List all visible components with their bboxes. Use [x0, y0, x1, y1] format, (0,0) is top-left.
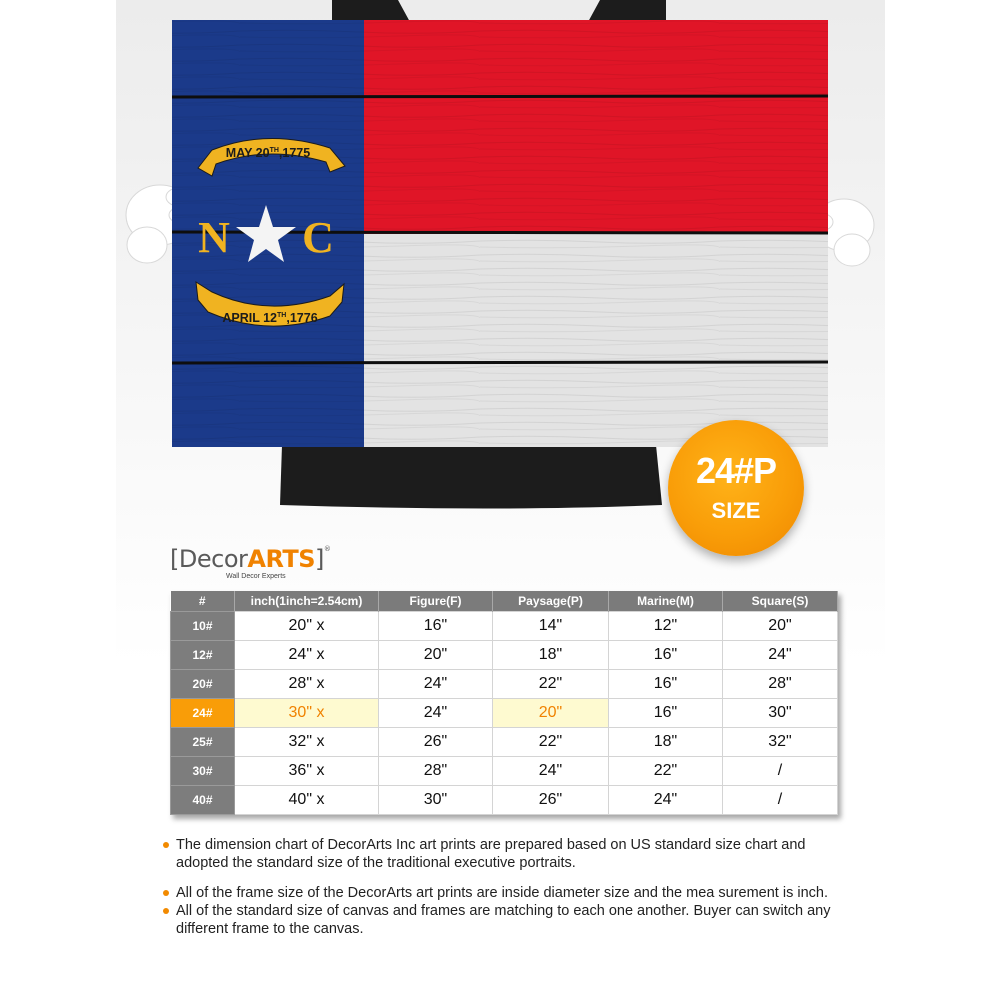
cell-paysage: 24"	[493, 757, 609, 786]
cell-square: 28"	[723, 670, 838, 699]
cell-paysage: 14"	[493, 612, 609, 641]
note-text: All of the standard size of canvas and frames are matching to each one another. Buyer can switch any different frame to the canvas.	[176, 903, 831, 937]
cell-figure: 20"	[379, 641, 493, 670]
cell-inch: 28" x	[235, 670, 379, 699]
logo-tagline: Wall Decor Experts	[226, 573, 286, 580]
registered-mark: ®	[323, 545, 331, 553]
row-size-number: 10#	[171, 612, 235, 641]
cell-paysage: 20"	[493, 699, 609, 728]
cell-paysage: 22"	[493, 728, 609, 757]
col-header-inch: inch(1inch=2.54cm)	[235, 591, 379, 612]
flag-letter-c: C	[302, 213, 334, 262]
size-badge-label: SIZE	[711, 498, 761, 523]
table-row	[171, 757, 838, 786]
cell-paysage: 18"	[493, 641, 609, 670]
logo-decor: Decor	[178, 545, 248, 573]
cell-square: /	[723, 786, 838, 815]
cell-inch: 20" x	[235, 612, 379, 641]
cell-marine: 16"	[609, 670, 723, 699]
note-item	[163, 836, 843, 872]
nc-flag-canvas	[172, 20, 828, 447]
row-size-number: 20#	[171, 670, 235, 699]
cell-figure: 16"	[379, 612, 493, 641]
banner-top-text: MAY 20TH,1775	[225, 146, 311, 160]
cell-marine: 24"	[609, 786, 723, 815]
cell-marine: 16"	[609, 699, 723, 728]
col-header-marine: Marine(M)	[609, 591, 723, 612]
banner-bottom-text: APRIL 12TH,1776	[222, 311, 318, 325]
table-row	[171, 641, 838, 670]
row-size-number: 40#	[171, 786, 235, 815]
flag-letter-n: N	[198, 213, 230, 262]
table-header-row	[171, 591, 838, 612]
logo-wordmark	[170, 545, 330, 573]
table-row	[171, 670, 838, 699]
notes-list	[163, 836, 843, 938]
cell-square: 24"	[723, 641, 838, 670]
col-header-square: Square(S)	[723, 591, 838, 612]
size-chart-table	[170, 591, 838, 815]
col-header-figure: Figure(F)	[379, 591, 493, 612]
note-item	[163, 902, 843, 938]
col-header-num: #	[171, 591, 235, 612]
cell-paysage: 26"	[493, 786, 609, 815]
row-size-number: 25#	[171, 728, 235, 757]
row-size-number: 30#	[171, 757, 235, 786]
cell-inch: 36" x	[235, 757, 379, 786]
note-text: All of the frame size of the DecorArts art prints are inside diameter size and the mea surement is inch.	[176, 885, 828, 901]
cell-figure: 24"	[379, 670, 493, 699]
bullet-dot-icon	[163, 890, 169, 896]
row-size-number: 24#	[171, 699, 235, 728]
bullet-dot-icon	[163, 908, 169, 914]
cell-marine: 12"	[609, 612, 723, 641]
cell-figure: 30"	[379, 786, 493, 815]
cell-figure: 28"	[379, 757, 493, 786]
row-size-number: 12#	[171, 641, 235, 670]
table-row	[171, 728, 838, 757]
cell-square: 30"	[723, 699, 838, 728]
cell-inch: 24" x	[235, 641, 379, 670]
logo-bracket-left: [	[170, 545, 179, 573]
table-row	[171, 612, 838, 641]
table-row-highlighted	[171, 699, 838, 728]
cell-marine: 18"	[609, 728, 723, 757]
cell-marine: 22"	[609, 757, 723, 786]
cell-square: 20"	[723, 612, 838, 641]
cell-marine: 16"	[609, 641, 723, 670]
col-header-paysage: Paysage(P)	[493, 591, 609, 612]
logo-arts: ARTS	[247, 545, 316, 573]
cell-inch: 40" x	[235, 786, 379, 815]
size-badge-code: 24#P	[695, 450, 777, 491]
table-row	[171, 786, 838, 815]
cell-paysage: 22"	[493, 670, 609, 699]
bullet-dot-icon	[163, 842, 169, 848]
cell-square: /	[723, 757, 838, 786]
cell-figure: 26"	[379, 728, 493, 757]
logo-bracket-right: ]	[315, 545, 324, 573]
size-badge	[668, 420, 804, 556]
cell-figure: 24"	[379, 699, 493, 728]
cell-inch: 32" x	[235, 728, 379, 757]
cell-inch: 30" x	[235, 699, 379, 728]
decorarts-logo	[170, 545, 330, 585]
note-text: The dimension chart of DecorArts Inc art prints are prepared based on US standard size chart and adopted the standard size of the traditional executive portraits.	[176, 837, 806, 871]
note-item	[163, 884, 843, 902]
cell-square: 32"	[723, 728, 838, 757]
